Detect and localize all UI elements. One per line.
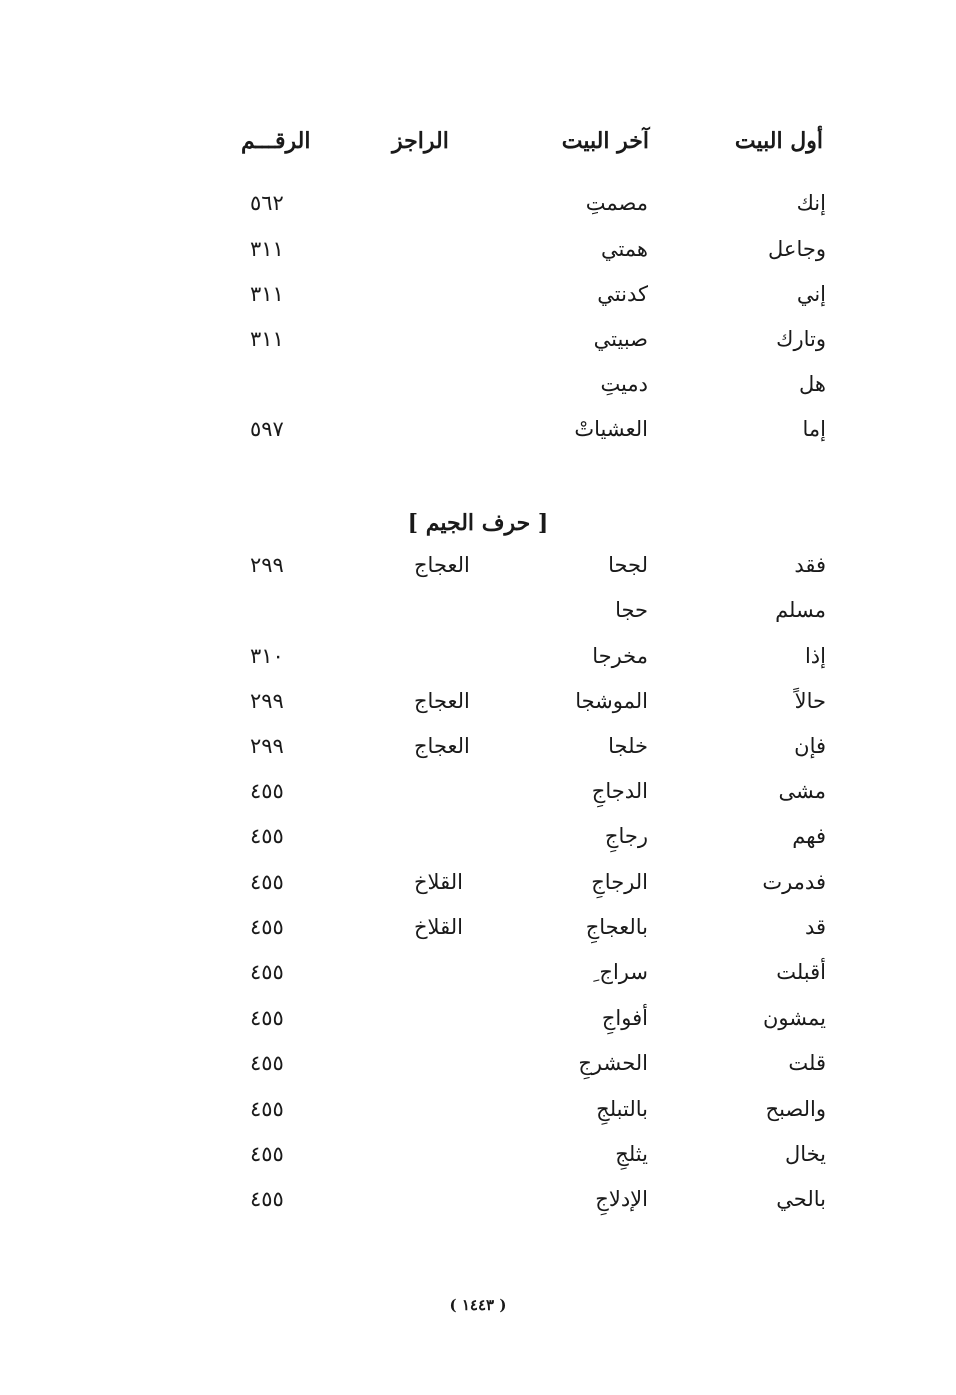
table-header	[0, 121, 956, 161]
first-word: إنك	[796, 191, 826, 215]
last-word: مخرجا	[592, 644, 648, 668]
last-word: العشياتْ	[574, 417, 648, 441]
table-row	[0, 816, 956, 856]
first-word: يمشون	[763, 1006, 826, 1030]
page-ref: ٤٥٥	[250, 824, 284, 848]
page-ref: ٤٥٥	[250, 1142, 284, 1166]
last-word: الدجاجِ	[591, 779, 648, 803]
table-row	[0, 1089, 956, 1129]
table-row	[0, 907, 956, 947]
header-poet: الراجز	[392, 128, 449, 154]
poet-name: القلاخ	[414, 870, 463, 894]
table-row	[0, 726, 956, 766]
table-row	[0, 998, 956, 1038]
first-word: يخال	[784, 1142, 826, 1166]
last-word: رجاجِ	[604, 824, 648, 848]
last-word: لجحا	[608, 553, 648, 577]
table-row	[0, 409, 956, 449]
table-row	[0, 364, 956, 404]
table-row	[0, 771, 956, 811]
page-ref: ٢٩٩	[250, 553, 284, 577]
last-word: خلجا	[608, 734, 648, 758]
section-title	[0, 506, 956, 540]
table-row	[0, 274, 956, 314]
page-ref: ٤٥٥	[250, 1051, 284, 1075]
page-ref: ٣١١	[250, 282, 284, 306]
page-ref: ٢٩٩	[250, 734, 284, 758]
page-ref: ٤٥٥	[250, 1006, 284, 1030]
last-word: الرجاجِ	[591, 870, 648, 894]
table-row	[0, 319, 956, 359]
table-row	[0, 952, 956, 992]
table-row	[0, 183, 956, 223]
page-ref: ٤٥٥	[250, 870, 284, 894]
last-word: صبيتي	[593, 327, 648, 351]
last-word: همتي	[600, 237, 648, 261]
first-word: إذا	[804, 644, 826, 668]
page-ref: ٣١٠	[250, 644, 284, 668]
last-word: حجا	[615, 598, 648, 622]
last-word: أفواجِ	[601, 1006, 648, 1030]
last-word: الحشرجِ	[578, 1051, 648, 1075]
poet-name: العجاج	[414, 689, 470, 713]
table-row	[0, 1043, 956, 1083]
table-row	[0, 1134, 956, 1174]
first-word: قد	[804, 915, 826, 939]
first-word: هل	[799, 372, 826, 396]
page-ref: ٤٥٥	[250, 1187, 284, 1211]
last-word: مصمتِ	[585, 191, 648, 215]
table-row	[0, 862, 956, 902]
last-word: الموشجا	[575, 689, 648, 713]
section-title-text: [ حرف الجيم ]	[407, 510, 549, 536]
poet-name: العجاج	[414, 734, 470, 758]
last-word: بالعجاجِ	[585, 915, 648, 939]
first-word: فقد	[794, 553, 826, 577]
last-word: يثلجِ	[615, 1142, 648, 1166]
first-word: والصبح	[765, 1097, 826, 1121]
page-ref: ٥٩٧	[250, 417, 284, 441]
table-row	[0, 636, 956, 676]
table-row	[0, 229, 956, 269]
first-word: قلت	[788, 1051, 826, 1075]
last-word: الإدلاجِ	[595, 1187, 648, 1211]
first-word: فهم	[792, 824, 826, 848]
header-last-word: آخر البيت	[561, 128, 649, 154]
page-ref: ٤٥٥	[250, 960, 284, 984]
first-word: وتارك	[776, 327, 826, 351]
page-ref: ٢٩٩	[250, 689, 284, 713]
first-word: بالحي	[776, 1187, 826, 1211]
first-word: حالاً	[794, 689, 826, 713]
page-ref: ٤٥٥	[250, 1097, 284, 1121]
first-word: فدمرت	[762, 870, 826, 894]
poet-name: العجاج	[414, 553, 470, 577]
last-word: سراج ِ	[593, 960, 648, 984]
last-word: كدنتي	[597, 282, 648, 306]
table-row	[0, 545, 956, 585]
first-word: إني	[796, 282, 826, 306]
table-row	[0, 681, 956, 721]
last-word: بالتبلجِ	[596, 1097, 648, 1121]
table-row	[0, 1179, 956, 1219]
header-number: الرقـــم	[241, 128, 311, 154]
page-ref: ٤٥٥	[250, 915, 284, 939]
first-word: مسلم	[775, 598, 826, 622]
first-word: فإن	[794, 734, 826, 758]
header-first-word: أول البيت	[734, 128, 823, 154]
page-ref: ٣١١	[250, 237, 284, 261]
page-ref: ٥٦٢	[250, 191, 284, 215]
poet-name: القلاخ	[414, 915, 463, 939]
page-ref: ٣١١	[250, 327, 284, 351]
first-word: أقبلت	[776, 960, 826, 984]
first-word: إما	[802, 417, 826, 441]
last-word: دميتِ	[600, 372, 648, 396]
page-number	[0, 1292, 956, 1318]
page-ref: ٤٥٥	[250, 779, 284, 803]
page-number-text: ( ١٤٤٣ )	[449, 1296, 507, 1314]
table-row	[0, 590, 956, 630]
first-word: وجاعل	[768, 237, 826, 261]
first-word: مشى	[778, 779, 826, 803]
